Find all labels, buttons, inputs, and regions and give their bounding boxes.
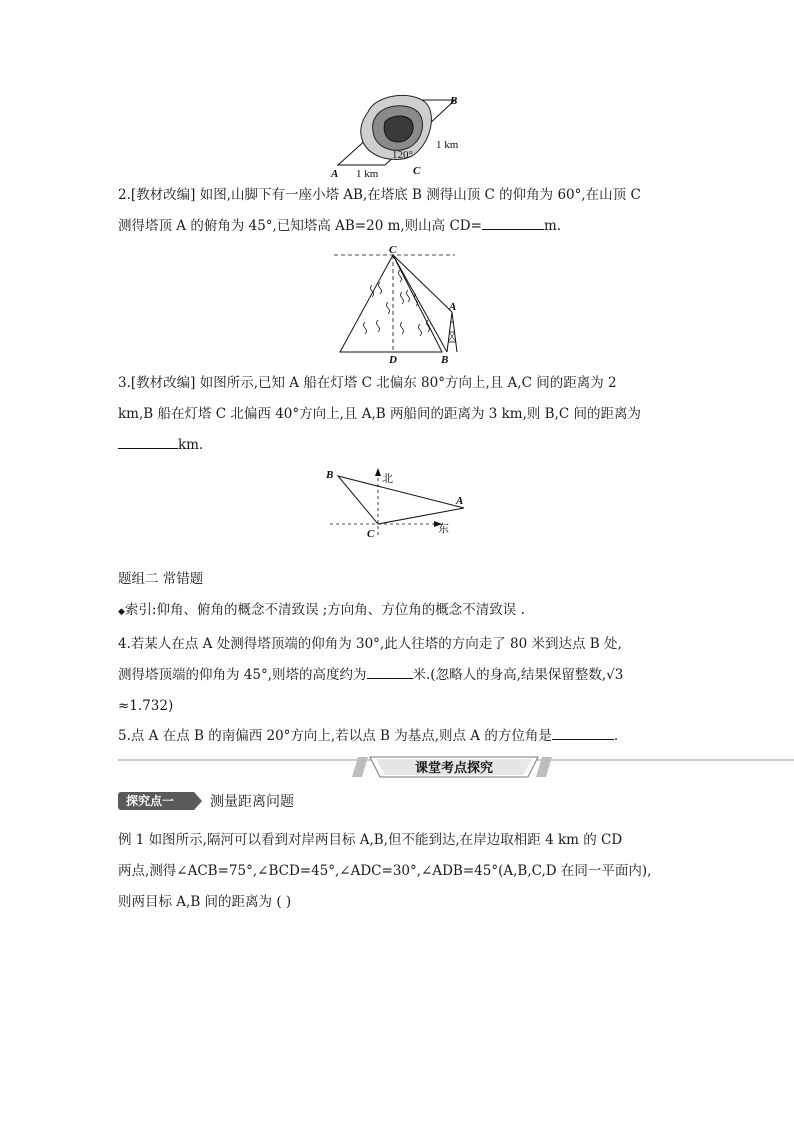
q3-line-2: km,B 船在灯塔 C 北偏西 40°方向上,且 A,B 两船间的距离为 3 km,则 B,C 间的距离为 [118,406,642,422]
fig3-label-north: 北 [382,473,393,485]
q3-line-3-end: km. [178,437,204,453]
north-arrow-icon [375,468,381,476]
q5-answer-blank[interactable] [552,725,614,740]
q2-line-2-text: 测得塔顶 A 的俯角为 45°,已知塔高 AB=20 m,则山高 CD= [118,218,482,234]
fig1-label-a: A [331,168,339,180]
fig1-label-c: C [413,165,421,177]
triangle-abc [338,476,464,524]
mountain-peak [384,116,413,142]
q2-answer-blank[interactable] [482,215,544,230]
q4-line-2-end: 米.(忽略人的身高,结果保留整数,√3 [412,667,624,683]
question-5 [118,721,688,752]
figure-mountain-parallelogram [330,90,470,180]
fig2-label-d: D [389,354,397,364]
fig2-label-c: C [389,244,397,256]
question-2 [118,180,688,242]
q4-line-2 [118,660,688,691]
section-banner-title: 课堂考点探究 [414,761,494,776]
index-note [118,598,525,624]
topic-badge: 探究点一 [118,792,194,810]
bullet-diamond-icon: ◆ [118,607,125,617]
q3-line-1: 3.[教材改编] 如图所示,已知 A 船在灯塔 C 北偏东 80°方向上,且 A,C 间的距离为 2 [118,375,617,391]
topic-title: 测量距离问题 [210,794,294,810]
q2-line-2 [118,211,688,242]
fig3-label-c: C [367,528,375,540]
q5-line-1-end: . [613,728,619,744]
q2-line-1: 2.[教材改编] 如图,山脚下有一座小塔 AB,在塔底 B 测得山顶 C 的仰角为 60°,在山顶 C [118,187,641,203]
fig1-label-b: B [450,95,458,107]
topic-badge-arrow [194,792,202,810]
fig3-label-a: A [456,495,464,507]
q4-line-2-text: 测得塔顶端的仰角为 45°,则塔的高度约为 [118,667,367,683]
question-3 [118,368,688,461]
example1-line-2: 两点,测得∠ACB=75°,∠BCD=45°,∠ADC=30°,∠ADB=45°(A,B,C,D 在同一平面内), [118,863,652,879]
fig1-bottom-length: 1 km [356,168,379,180]
q4-answer-blank[interactable] [367,664,413,679]
mountain-triangle [340,255,442,352]
section-banner [118,756,794,780]
example1-line-1: 例 1 如图所示,隔河可以看到对岸两目标 A,B,但不能到达,在岸边取相距 4 km 的 CD [118,832,623,848]
figure-mountain-tower [330,242,460,364]
example-1 [118,825,688,918]
tower-ab [447,312,457,352]
question-4 [118,629,688,722]
fig3-label-east: 东 [438,523,449,535]
q3-answer-blank[interactable] [118,434,178,449]
fig3-label-b: B [326,469,334,481]
q3-line-3 [118,430,688,461]
fig1-angle-label: 120° [392,149,413,161]
q5-line-1-text: 5.点 A 在点 B 的南偏西 20°方向上,若以点 B 为基点,则点 A 的方位角是 [118,728,552,744]
fig2-label-b: B [441,354,449,364]
line-ca [393,255,452,312]
example1-line-3: 则两目标 A,B 间的距离为 ( ) [118,894,292,910]
q4-line-3: ≈1.732) [118,698,174,714]
q2-line-2-end: m. [543,218,562,234]
fig2-label-a: A [449,301,457,313]
group-two-heading: 题组二 常错题 [118,571,204,587]
fig1-right-length: 1 km [436,139,459,151]
q5-line-1 [118,721,688,752]
figure-compass-ships [322,464,472,544]
q4-line-1: 4.若某人在点 A 处测得塔顶端的仰角为 30°,此人往塔的方向走了 80 米到达点 B 处, [118,636,622,652]
line-cb [393,255,447,352]
index-note-text: 索引:仰角、俯角的概念不清致误 ;方向角、方位角的概念不清致误 . [124,602,525,618]
